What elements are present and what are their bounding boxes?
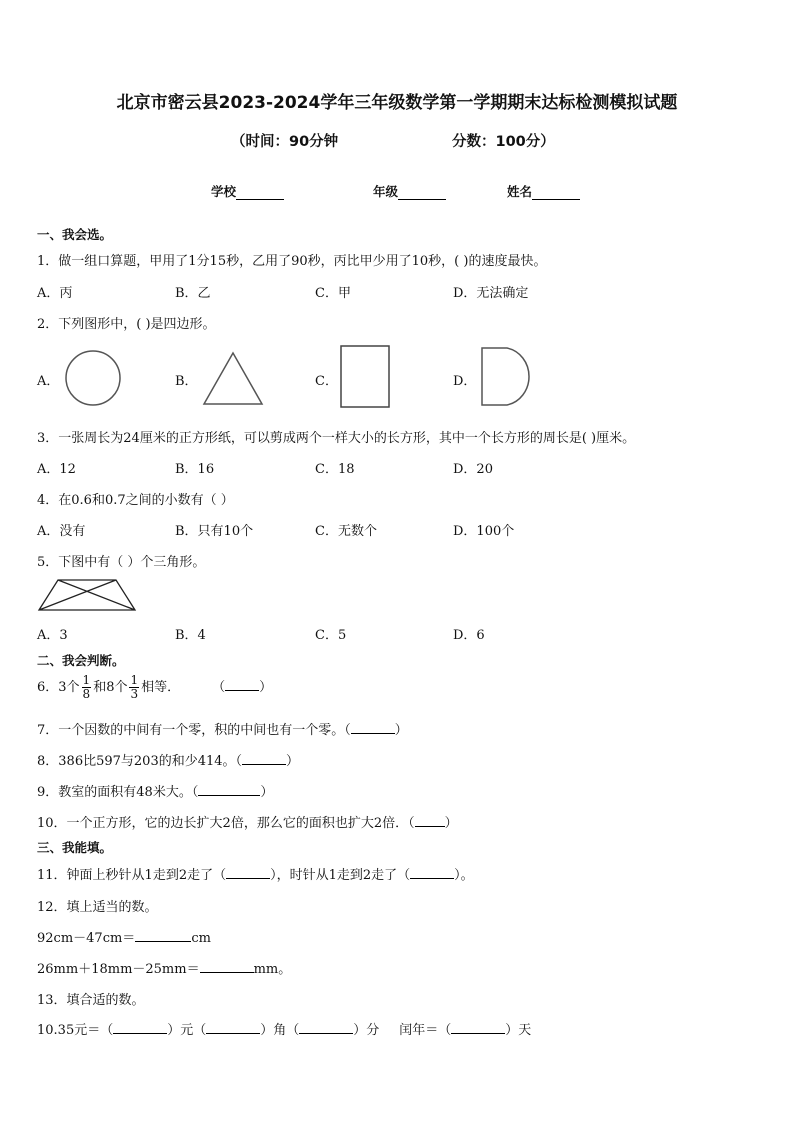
school-blank[interactable] xyxy=(236,186,284,200)
grade-field[interactable] xyxy=(373,182,446,200)
section-heading: 三、我能填。 xyxy=(37,840,113,855)
triangle-icon xyxy=(203,352,263,406)
option-d[interactable]: D．20 xyxy=(453,462,493,477)
option-b[interactable]: B．乙 xyxy=(175,286,211,301)
question-4: 4．在0.6和0.7之间的小数有（ ） xyxy=(37,493,234,508)
exam-score: 分数：100分） xyxy=(452,134,555,150)
question-6: 6．3个 $\frac{1}{8}$ 和8个 $\frac{1}{3}$ 相等． （ ） xyxy=(37,673,273,701)
name-blank[interactable] xyxy=(532,186,580,200)
section-heading: 二、我会判断。 xyxy=(37,653,125,668)
question-9: 9．教室的面积有48米大。（ ） xyxy=(37,785,274,800)
name-field[interactable] xyxy=(507,182,580,200)
answer-blank[interactable] xyxy=(351,721,395,734)
answer-blank[interactable] xyxy=(225,678,259,691)
option-a[interactable]: A．3 xyxy=(37,628,68,643)
d-shape-icon xyxy=(481,347,537,407)
option-b[interactable]: B．4 xyxy=(175,628,206,643)
option-d[interactable]: D．无法确定 xyxy=(453,286,529,301)
option-a[interactable]: A． xyxy=(37,374,60,389)
option-a[interactable]: A．丙 xyxy=(37,286,73,301)
option-d[interactable]: D．100个 xyxy=(453,524,515,539)
question-2: 2．下列图形中，( )是四边形。 xyxy=(37,317,216,332)
trapezoid-figure-icon xyxy=(38,579,138,613)
question-11: 11．钟面上秒针从1走到2走了（ ），时针从1走到2走了（ ）。 xyxy=(37,868,474,883)
option-c[interactable]: C． xyxy=(315,374,338,389)
section-heading: 一、我会选。 xyxy=(37,227,113,242)
question-13: 13．填合适的数。 xyxy=(37,993,145,1008)
answer-blank[interactable] xyxy=(200,960,254,973)
option-b[interactable]: B． xyxy=(175,374,198,389)
name-label: 姓名 xyxy=(507,184,533,199)
answer-blank[interactable] xyxy=(242,752,286,765)
option-d[interactable]: D．6 xyxy=(453,628,485,643)
school-label: 学校 xyxy=(211,184,237,199)
question-10: 10．一个正方形，它的边长扩大2倍，那么它的面积也扩大2倍．（ ） xyxy=(37,816,458,831)
question-3: 3．一张周长为24厘米的正方形纸，可以剪成两个一样大小的长方形，其中一个长方形的周长是( )厘米。 xyxy=(37,431,636,446)
q6-prefix: 6．3个 xyxy=(37,680,80,695)
option-b[interactable]: B．只有10个 xyxy=(175,524,254,539)
option-c[interactable]: C．甲 xyxy=(315,286,351,301)
answer-blank[interactable] xyxy=(451,1021,505,1034)
answer-blank[interactable] xyxy=(135,929,191,942)
grade-label: 年级 xyxy=(373,184,399,199)
page-title: 北京市密云县2023-2024学年三年级数学第一学期期末达标检测模拟试题 xyxy=(116,93,678,113)
answer-blank[interactable] xyxy=(226,866,270,879)
answer-blank[interactable] xyxy=(410,866,454,879)
exam-time: （时间：90分钟 xyxy=(231,134,339,150)
option-d[interactable]: D． xyxy=(453,374,477,389)
q6-suffix: 相等． xyxy=(141,680,181,695)
option-a[interactable]: A．没有 xyxy=(37,524,86,539)
option-b[interactable]: B．16 xyxy=(175,462,215,477)
option-c[interactable]: C．5 xyxy=(315,628,347,643)
question-1: 1．做一组口算题，甲用了1分15秒，乙用了90秒，丙比甲少用了10秒，( )的速度最快。 xyxy=(37,254,547,269)
question-8: 8．386比597与203的和少414。（ ） xyxy=(37,754,300,769)
answer-blank[interactable] xyxy=(415,814,445,827)
answer-blank[interactable] xyxy=(113,1021,167,1034)
circle-icon xyxy=(64,350,122,408)
fraction: $\frac{1}{8}$ xyxy=(82,673,91,701)
answer-blank[interactable] xyxy=(299,1021,353,1034)
grade-blank[interactable] xyxy=(398,186,446,200)
question-7: 7．一个因数的中间有一个零，积的中间也有一个零。（ ） xyxy=(37,723,408,738)
rectangle-icon xyxy=(340,345,392,409)
q13-line: 10.35元＝（ ）元（ ）角（ ）分 闰年＝（ ）天 xyxy=(37,1023,532,1038)
school-field[interactable] xyxy=(211,182,284,200)
q6-mid: 和8个 xyxy=(93,680,128,695)
question-12: 12．填上适当的数。 xyxy=(37,900,158,915)
answer-blank[interactable] xyxy=(198,783,260,796)
answer-blank[interactable] xyxy=(206,1021,260,1034)
option-c[interactable]: C．无数个 xyxy=(315,524,377,539)
option-c[interactable]: C．18 xyxy=(315,462,355,477)
q12-line-1: 92cm－47cm＝ cm xyxy=(37,931,211,946)
fraction: $\frac{1}{3}$ xyxy=(130,673,139,701)
q12-line-2: 26mm＋18mm－25mm＝ mm。 xyxy=(37,962,292,977)
question-5: 5．下图中有（ ）个三角形。 xyxy=(37,555,206,570)
option-a[interactable]: A．12 xyxy=(37,462,76,477)
